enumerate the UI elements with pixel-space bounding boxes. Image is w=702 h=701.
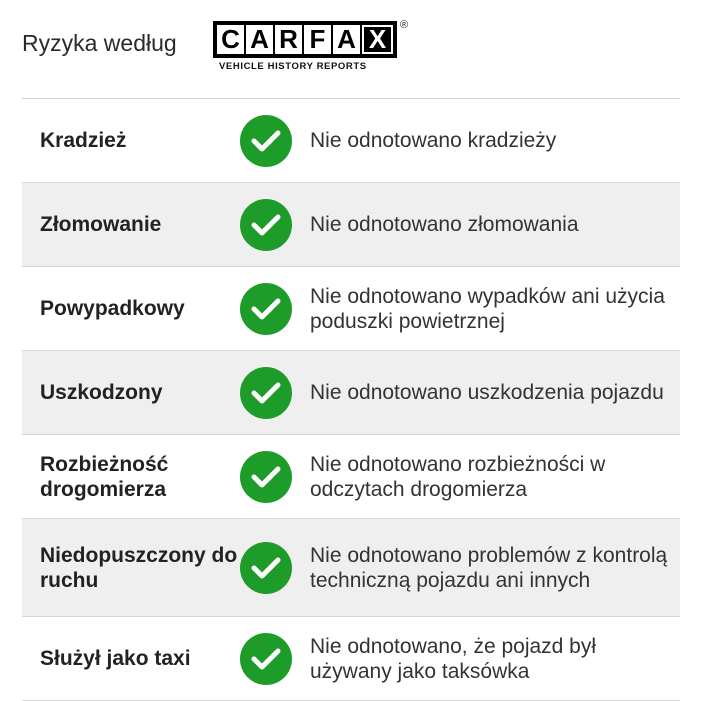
logo-letter: X: [362, 25, 393, 54]
check-circle-icon: [240, 542, 292, 594]
carfax-logo: [213, 21, 413, 73]
check-circle-icon: [240, 367, 292, 419]
risk-status: Nie odnotowano wypadków ani użycia poduszki powietrznej: [310, 284, 665, 333]
risk-row: [22, 183, 680, 267]
risk-row: [22, 435, 680, 519]
risk-category: Uszkodzony: [40, 381, 163, 404]
risk-status: Nie odnotowano rozbieżności w odczytach drogomierza: [310, 452, 606, 501]
risk-category: Powypadkowy: [40, 297, 185, 320]
logo-letter: A: [333, 25, 360, 54]
risk-category: Służył jako taxi: [40, 647, 191, 670]
report-header: [0, 0, 702, 98]
risk-row: [22, 519, 680, 617]
risk-category: Niedopuszczony do ruchu: [40, 543, 238, 592]
check-circle-icon: [240, 283, 292, 335]
check-circle-icon: [240, 199, 292, 251]
logo-letter: C: [217, 25, 244, 54]
check-circle-icon: [240, 115, 292, 167]
logo-letter: R: [275, 25, 302, 54]
risk-category: Złomowanie: [40, 213, 162, 236]
risk-category: Kradzież: [40, 129, 127, 152]
logo-letter: A: [246, 25, 273, 54]
check-circle-icon: [240, 451, 292, 503]
carfax-logo-box: [213, 21, 397, 58]
logo-tagline: VEHICLE HISTORY REPORTS: [219, 61, 367, 72]
risk-category: Rozbieżność drogomierza: [40, 452, 169, 501]
risk-status: Nie odnotowano, że pojazd był używany jako taksówka: [310, 634, 597, 683]
risk-status: Nie odnotowano złomowania: [310, 213, 579, 236]
header-label: Ryzyka według: [22, 30, 177, 56]
check-circle-icon: [240, 633, 292, 685]
risk-row: [22, 267, 680, 351]
risk-status: Nie odnotowano uszkodzenia pojazdu: [310, 381, 664, 404]
risk-row: [22, 617, 680, 701]
risk-row: [22, 351, 680, 435]
risk-status: Nie odnotowano kradzieży: [310, 129, 557, 152]
risk-row: [22, 99, 680, 183]
risk-status: Nie odnotowano problemów z kontrolą techniczną pojazdu ani innych: [310, 543, 668, 592]
registered-mark: ®: [400, 19, 409, 31]
logo-letter: F: [304, 25, 331, 54]
risk-table: [22, 98, 680, 701]
